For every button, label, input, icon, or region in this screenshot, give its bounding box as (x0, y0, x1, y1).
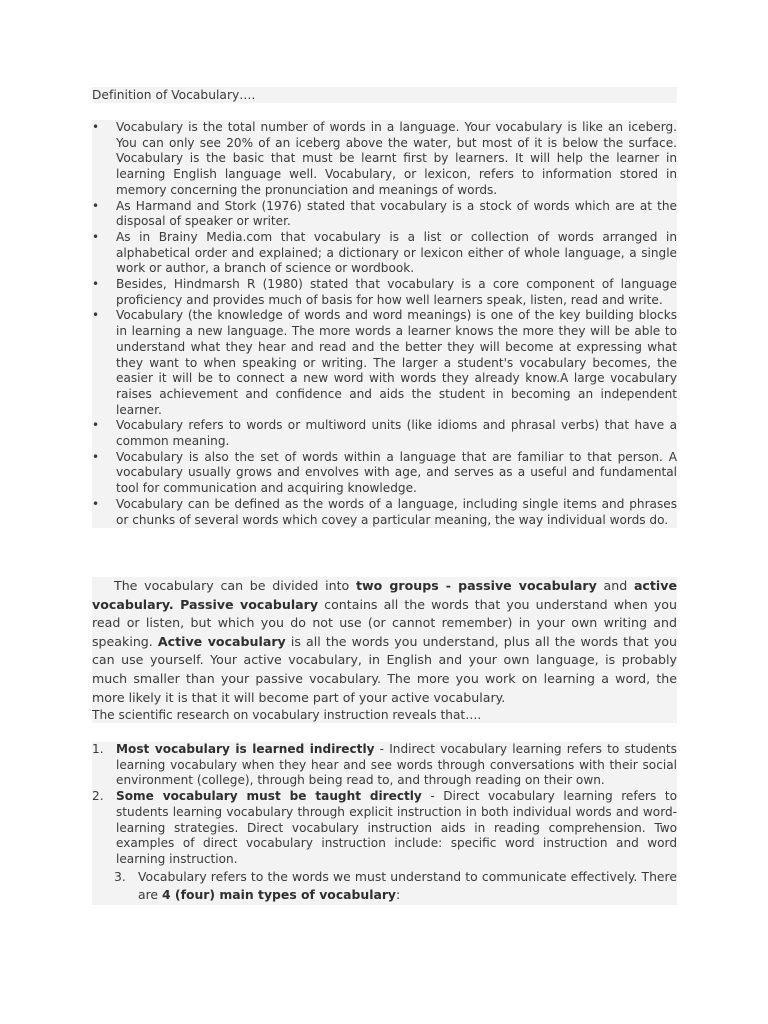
bold-run: Active vocabulary (157, 633, 286, 649)
bold-run: active vocabulary. Passive vocabulary (92, 578, 677, 612)
list-number: 2. (92, 789, 104, 804)
list-item: • Vocabulary is the total number of words in a language. Your vocabulary is like an iceberg. You can only see 20% of an iceberg above the water, but most of it is below the surface. Vocabulary is the basic that must be learnt first by learners. It will help the learner in learning English language well. Vocabulary, or lexicon, refers to information stored in memory concerning the pronunciation and meanings of words. (92, 120, 677, 199)
text-run: and (596, 578, 634, 593)
text-run: : (396, 887, 401, 903)
text-run: contains all the words that you understand when you read or listen, but which you do not use (or cannot remember) in your own writing and speaking. (92, 596, 677, 649)
list-number: 1. (92, 742, 104, 756)
text-run: - Direct vocabulary learning refers to students learning vocabulary through explicit instruction in both individual words and word-learning strategies. Direct vocabulary instruction aids in reading comprehension. Two examples of direct vocabulary instruction include: specific word instruction and word learning instruction. (116, 789, 677, 866)
list-item (92, 742, 677, 789)
vocabulary-groups-paragraph (92, 577, 677, 723)
research-intro: The scientific research on vocabulary instruction reveals that…. (92, 708, 482, 723)
section-heading: Definition of Vocabulary…. (92, 87, 677, 103)
bold-run: 4 (four) main types of vocabulary (161, 887, 397, 903)
list-item: • As Harmand and Stork (1976) stated that vocabulary is a stock of words which are at the disposal of speaker or writer. (92, 199, 677, 230)
list-item: • Vocabulary is also the set of words within a language that are familiar to that person. A vocabulary usually grows and envolves with age, and serves as a useful and fundamental tool for communication and acquiring knowledge. (92, 450, 677, 497)
list-item: • As in Brainy Media.com that vocabulary is a list or collection of words arranged in alphabetical order and explained; a dictionary or lexicon either of whole language, a single work or author, a branch of science or wordbook. (92, 230, 677, 277)
list-item (92, 868, 677, 905)
text-run: Vocabulary refers to the words we must understand to communicate effectively. There are (138, 868, 677, 903)
groups-text (92, 577, 677, 707)
list-item: • Besides, Hindmarsh R (1980) stated that vocabulary is a core component of language proficiency and provides much of basis for how well learners speak, listen, read and write. (92, 277, 677, 308)
bold-run: Some vocabulary must be taught directly (116, 789, 422, 804)
list-item: • Vocabulary (the knowledge of words and word meanings) is one of the key building blocks in learning a new language. The more words a learner knows the more they will be able to understand what they hear and read and the better they will become at expressing what they want to when speaking or writing. The larger a student's vocabulary becomes, the easier it will be to connect a new word with words they already know.A large vocabulary raises achievement and confidence and aids the student in becoming an independent learner. (92, 308, 677, 418)
list-item (92, 789, 677, 868)
text-run: is all the words you understand, plus all the words that you can use yourself. Your active vocabulary, in English and your own language, is probably much smaller than your passive vocabulary. The more you work on learning a word, the more likely it is that it will become part of your active vocabulary. (92, 633, 677, 705)
list-item: • Vocabulary refers to words or multiword units (like idioms and phrasal verbs) that have a common meaning. (92, 418, 677, 449)
list-item: • Vocabulary can be defined as the words of a language, including single items and phrases or chunks of several words which covey a particular meaning, the way individual words do. (92, 497, 677, 528)
text-run: The vocabulary can be divided into (114, 578, 356, 593)
text-run: - Indirect vocabulary learning refers to students learning vocabulary when they hear and see words through conversations with their social environment (college), through being read to, and through reading on their own. (116, 742, 677, 788)
bold-run: Most vocabulary is learned indirectly (116, 742, 375, 756)
definition-list (92, 120, 677, 528)
research-list (92, 742, 677, 905)
list-number: 3. (114, 868, 126, 884)
bold-run: two groups - passive vocabulary (355, 578, 597, 593)
